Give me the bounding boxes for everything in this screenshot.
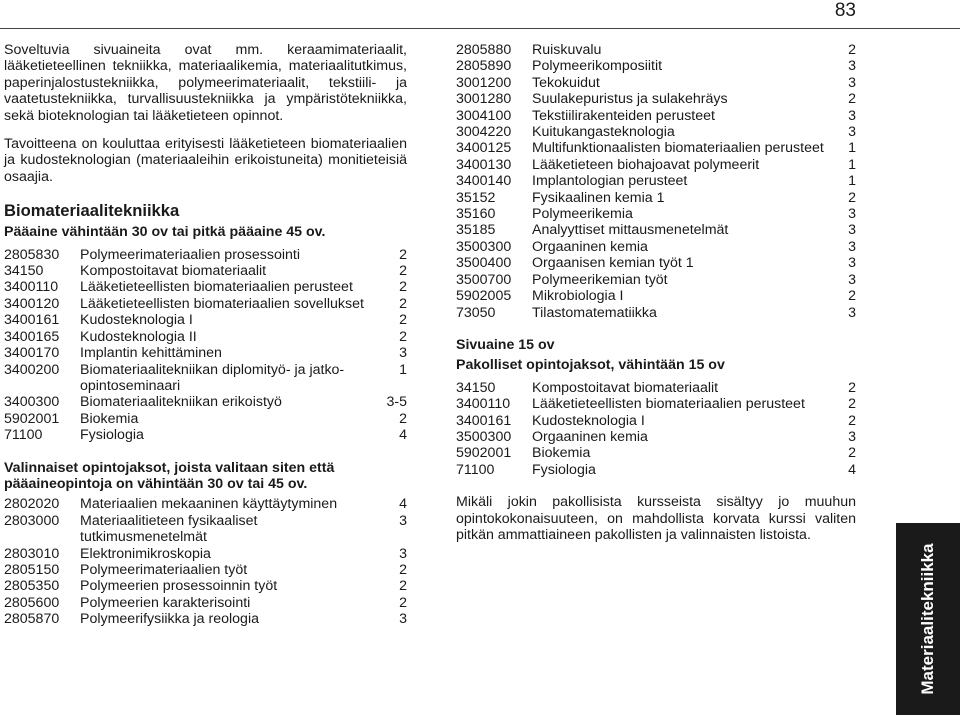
course-name: Polymeerikemia: [532, 206, 633, 223]
course-row: [456, 445, 856, 461]
course-row: [4, 296, 407, 312]
course-name: Materiaalitieteen fysikaaliset tutkimusmenetelmät: [80, 512, 258, 546]
course-row: [456, 91, 856, 107]
course-name: Polymeerien karakterisointi: [80, 594, 251, 611]
continued-course-list: [456, 42, 856, 321]
course-row: [456, 190, 856, 206]
course-row: [456, 429, 856, 445]
course-name: Tilastomatematiikka: [532, 304, 657, 321]
course-code: 34150: [456, 379, 496, 396]
course-credits: 2: [848, 189, 856, 206]
course-row: [456, 413, 856, 429]
course-credits: 3: [399, 545, 407, 562]
course-name: Orgaanisen kemian työt 1: [532, 255, 694, 272]
optional-course-list: [4, 496, 407, 627]
course-name: Polymeerikemian työt: [532, 271, 668, 288]
course-name: Polymeerien prosessoinnin työt: [80, 578, 278, 595]
course-code: 3400170: [4, 345, 60, 362]
course-name: Implantologian perusteet: [532, 173, 688, 190]
course-credits: 2: [399, 312, 407, 329]
course-credits: 2: [399, 578, 407, 595]
course-row: [456, 255, 856, 271]
course-credits: 3: [848, 124, 856, 141]
course-credits: 1: [848, 173, 856, 190]
course-code: 3400161: [456, 412, 512, 429]
optional-courses-label: Valinnaiset opintojaksot, joista valitaan siten että pääaineopintoja on vähintään 30 ov tai 45 ov.: [4, 459, 335, 492]
course-row: [4, 345, 407, 361]
course-code: 2805880: [456, 42, 512, 58]
course-name: Multifunktionaalisten biomateriaalien perusteet: [532, 140, 824, 157]
side-tab-label: Materiaalitekniikka: [918, 543, 937, 695]
course-row: [4, 394, 407, 410]
course-code: 3500700: [456, 271, 512, 288]
course-row: [4, 513, 407, 546]
course-code: 5902001: [4, 410, 60, 427]
page-number: 83: [834, 0, 856, 21]
section-heading: Biomateriaalitekniikka: [4, 201, 180, 221]
course-credits: 2: [399, 561, 407, 578]
course-name: Orgaaninen kemia: [532, 238, 648, 255]
course-code: 35185: [456, 222, 496, 239]
course-name: Implantin kehittäminen: [80, 345, 222, 362]
course-row: [4, 329, 407, 345]
course-name: Kompostoitavat biomateriaalit: [80, 263, 267, 280]
course-code: 34150: [4, 263, 44, 280]
course-code: 2805350: [4, 578, 60, 595]
course-row: [456, 462, 856, 478]
course-name: Biokemia: [532, 445, 591, 462]
course-name: Mikrobiologia I: [532, 288, 624, 305]
course-name: Tekokuidut: [532, 74, 600, 91]
course-row: [456, 75, 856, 91]
course-name: Materiaalien mekaaninen käyttäytyminen: [80, 496, 338, 513]
course-row: [4, 496, 407, 512]
course-name: Fysiologia: [80, 427, 144, 444]
course-row: [456, 288, 856, 304]
course-credits: 2: [848, 379, 856, 396]
course-credits: 4: [399, 427, 407, 444]
right-column: [456, 42, 856, 543]
course-row: [4, 312, 407, 328]
course-row: [4, 362, 407, 395]
course-code: 3400110: [456, 396, 511, 413]
course-code: 3001280: [456, 91, 512, 108]
compulsory-courses-label: Pakolliset opintojaksot, vähintään 15 ov: [456, 357, 725, 374]
course-code: 2803010: [4, 545, 60, 562]
course-row: [456, 239, 856, 255]
course-name: Lääketieteen biohajoavat polymeerit: [532, 156, 760, 173]
goal-paragraph: Tavoitteena on kouluttaa erityisesti lääketieteen biomateriaalien ja kudosteknologian (materiaaleihin erikoistuneita) monitieteisiä osaajia.: [4, 136, 407, 185]
course-credits: 2: [399, 263, 407, 280]
course-credits: 3: [848, 428, 856, 445]
course-credits: 3: [399, 345, 407, 362]
course-code: 3001200: [456, 74, 512, 91]
course-credits: 2: [848, 288, 856, 305]
course-code: 35160: [456, 206, 496, 223]
course-code: 2805600: [4, 594, 60, 611]
course-name: Biomateriaalitekniikan diplomityö- ja jatko-opintoseminaari: [80, 361, 345, 394]
course-name: Kudosteknologia II: [80, 328, 197, 345]
course-code: 2805830: [4, 246, 60, 263]
course-name: Fysiologia: [532, 461, 596, 478]
course-credits: 3: [848, 222, 856, 239]
course-name: Polymeerikomposiitit: [532, 58, 663, 75]
course-name: Tekstiilirakenteiden perusteet: [532, 107, 715, 124]
course-name: Fysikaalinen kemia 1: [532, 189, 665, 206]
course-credits: 3: [399, 611, 407, 628]
course-code: 3400161: [4, 312, 60, 329]
course-name: Lääketieteellisten biomateriaalien perusteet: [80, 279, 353, 296]
course-row: [456, 206, 856, 222]
course-name: Kudosteknologia I: [80, 312, 193, 329]
course-credits: 3-5: [386, 394, 407, 411]
course-row: [4, 411, 407, 427]
course-code: 3400300: [4, 394, 60, 411]
compulsory-course-list: [456, 380, 856, 478]
course-credits: 1: [848, 156, 856, 173]
minor-subject-label: Sivuaine 15 ov: [456, 336, 555, 353]
course-name: Kudosteknologia I: [532, 412, 645, 429]
course-name: Polymeerimateriaalien prosessointi: [80, 246, 301, 263]
course-name: Polymeerimateriaalien työt: [80, 561, 248, 578]
left-column: [4, 42, 407, 628]
course-row: [4, 595, 407, 611]
note-paragraph: Mikäli jokin pakollisista kursseista sisältyy jo muuhun opintokokonaisuuteen, on mahdollista korvata kurssi valiten pitkän ammattiaineen pakollisten ja valinnaisten listoista.: [456, 494, 856, 543]
course-name: Biokemia: [80, 410, 139, 427]
course-code: 71100: [4, 427, 43, 444]
course-credits: 2: [399, 410, 407, 427]
course-code: 2805890: [456, 58, 512, 75]
course-code: 3500300: [456, 428, 512, 445]
course-code: 3500300: [456, 238, 512, 255]
course-name: Suulakepuristus ja sulakehräys: [532, 91, 728, 108]
course-credits: 1: [399, 361, 407, 378]
course-credits: 2: [848, 396, 856, 413]
course-credits: 2: [399, 328, 407, 345]
course-row: [4, 427, 407, 443]
course-name: Orgaaninen kemia: [532, 428, 648, 445]
course-name: Analyyttiset mittausmenetelmät: [532, 222, 729, 239]
course-code: 3400165: [4, 328, 60, 345]
course-row: [4, 611, 407, 627]
course-credits: 3: [848, 271, 856, 288]
course-credits: 2: [399, 594, 407, 611]
course-code: 35152: [456, 189, 496, 206]
course-row: [456, 380, 856, 396]
course-code: 2805150: [4, 561, 60, 578]
course-row: [456, 140, 856, 156]
course-row: [456, 58, 856, 74]
course-row: [4, 562, 407, 578]
course-code: 3400140: [456, 173, 512, 190]
course-name: Lääketieteellisten biomateriaalien perusteet: [532, 396, 805, 413]
course-credits: 2: [848, 42, 856, 58]
main-course-list: [4, 247, 407, 444]
course-row: [456, 108, 856, 124]
course-code: 3400130: [456, 156, 512, 173]
course-code: 3400110: [4, 279, 59, 296]
course-credits: 2: [848, 412, 856, 429]
course-credits: 3: [848, 58, 856, 75]
course-row: [4, 279, 407, 295]
course-credits: 3: [848, 107, 856, 124]
course-code: 3400120: [4, 295, 60, 312]
course-row: [456, 173, 856, 189]
main-subject-label: Pääaine vähintään 30 ov tai pitkä pääaine 45 ov.: [4, 224, 326, 241]
course-code: 2802020: [4, 496, 60, 513]
course-code: 5902001: [456, 445, 512, 462]
course-row: [456, 157, 856, 173]
course-credits: 4: [399, 496, 407, 513]
course-credits: 3: [848, 238, 856, 255]
course-code: 71100: [456, 461, 495, 478]
course-row: [456, 42, 856, 58]
course-row: [456, 396, 856, 412]
intro-paragraph: Soveltuvia sivuaineita ovat mm. keraamimateriaalit, lääketieteellinen tekniikka, materiaalikemia, materiaalitutkimus, paperinjalostustekniikka, polymeerimateriaalit, tekstiili- ja vaatetustekniikka, turvallisuustekniikka ja ympäristötekniikka, sekä bioteknologian tai lääketieteen opinnot.: [4, 42, 407, 124]
course-row: [456, 124, 856, 140]
course-row: [456, 272, 856, 288]
course-name: Polymeerifysiikka ja reologia: [80, 611, 259, 628]
course-code: 2803000: [4, 512, 60, 529]
course-row: [456, 222, 856, 238]
course-name: Kuitukangasteknologia: [532, 124, 675, 141]
course-row: [456, 305, 856, 321]
course-credits: 3: [848, 74, 856, 91]
course-credits: 2: [399, 295, 407, 312]
course-name: Ruiskuvalu: [532, 42, 602, 58]
course-row: [4, 263, 407, 279]
course-credits: 1: [848, 140, 856, 157]
top-rule: [0, 28, 960, 29]
course-code: 3400200: [4, 361, 60, 378]
course-credits: 2: [399, 279, 407, 296]
course-name: Elektronimikroskopia: [80, 545, 211, 562]
course-row: [4, 247, 407, 263]
course-code: 3400125: [456, 140, 512, 157]
course-credits: 3: [848, 255, 856, 272]
course-name: Biomateriaalitekniikan erikoistyö: [80, 394, 282, 411]
side-tab: [896, 523, 960, 715]
course-row: [4, 578, 407, 594]
course-row: [4, 546, 407, 562]
course-code: 2805870: [4, 611, 60, 628]
course-code: 73050: [456, 304, 496, 321]
course-credits: 2: [848, 91, 856, 108]
course-name: Lääketieteellisten biomateriaalien sovellukset: [80, 295, 364, 312]
course-credits: 3: [848, 304, 856, 321]
course-code: 3004100: [456, 107, 512, 124]
course-credits: 2: [848, 445, 856, 462]
course-credits: 3: [399, 512, 407, 529]
course-credits: 3: [848, 206, 856, 223]
course-code: 3500400: [456, 255, 512, 272]
course-name: Kompostoitavat biomateriaalit: [532, 379, 719, 396]
course-code: 5902005: [456, 288, 512, 305]
course-credits: 4: [848, 461, 856, 478]
course-code: 3004220: [456, 124, 512, 141]
course-credits: 2: [399, 246, 407, 263]
